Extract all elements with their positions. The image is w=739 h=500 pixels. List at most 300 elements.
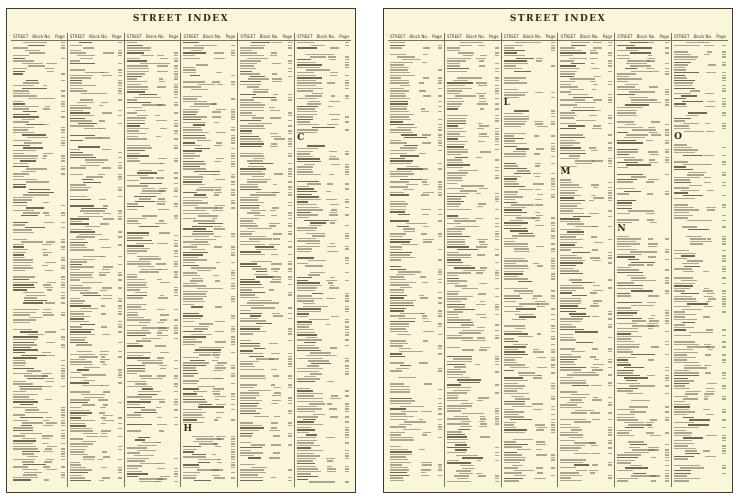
index-entry-block <box>327 471 336 472</box>
index-entry-page <box>722 398 726 399</box>
index-entry <box>139 271 159 272</box>
index-entry <box>70 60 81 61</box>
index-entry-page <box>438 426 442 427</box>
index-entry <box>21 355 46 356</box>
index-entry-block <box>103 213 112 214</box>
index-entry <box>297 416 318 417</box>
index-entry <box>135 110 146 111</box>
index-entry <box>567 374 589 375</box>
index-entry-page <box>61 378 65 379</box>
index-entry <box>447 203 461 204</box>
index-entry-page <box>665 282 669 283</box>
index-entry <box>13 55 29 56</box>
index-entry-block <box>649 71 659 72</box>
index-entry <box>617 414 634 415</box>
index-entry-page <box>231 339 235 340</box>
index-entry-block <box>536 467 543 468</box>
index-entry <box>447 175 466 176</box>
index-entry <box>504 441 517 442</box>
index-entry <box>504 370 515 371</box>
index-entry <box>13 127 34 128</box>
index-entry <box>390 446 401 447</box>
index-entry-page <box>288 292 292 293</box>
index-entry-page <box>608 477 612 478</box>
index-entry-block <box>272 313 280 314</box>
index-entry-page <box>551 278 555 279</box>
index-entry <box>183 373 198 374</box>
index-entry <box>560 153 585 154</box>
index-entry <box>447 98 463 99</box>
index-entry <box>674 152 695 153</box>
column-header-label: STREET <box>13 34 29 39</box>
index-entry <box>560 197 574 198</box>
index-entry <box>447 231 462 232</box>
index-entry-page <box>288 231 292 232</box>
index-entry-page <box>551 372 555 373</box>
index-entry <box>194 328 208 329</box>
index-entry-block <box>420 297 428 298</box>
index-entry-block <box>593 290 603 291</box>
index-entry <box>86 176 103 177</box>
index-entry-page <box>665 478 669 479</box>
index-entry <box>13 140 31 141</box>
index-entry-block <box>46 241 56 242</box>
index-entry <box>624 422 644 423</box>
index-entry <box>686 42 704 43</box>
index-entry <box>626 164 651 165</box>
index-entry <box>127 279 145 280</box>
index-entry <box>447 361 472 362</box>
index-entry <box>13 262 33 263</box>
index-entry <box>183 365 206 366</box>
index-entry <box>70 105 87 106</box>
index-entry <box>127 447 148 448</box>
index-entry-block <box>479 95 484 96</box>
index-entry <box>617 288 643 289</box>
index-entry-block <box>331 395 338 396</box>
index-entry-page <box>608 257 612 258</box>
index-entry <box>560 208 582 209</box>
index-entry <box>240 287 264 288</box>
index-entry <box>390 220 409 221</box>
index-entry <box>447 228 466 229</box>
index-entry-page <box>551 349 555 350</box>
index-entry-page <box>665 406 669 407</box>
index-entry <box>560 305 578 306</box>
index-entry <box>390 80 409 81</box>
index-entry-page <box>61 422 65 423</box>
index-entry <box>183 293 205 294</box>
index-entry <box>127 99 137 100</box>
index-entry <box>80 210 105 211</box>
index-entry <box>629 97 648 98</box>
index-entry-block <box>103 218 114 219</box>
index-entry-page <box>608 150 612 151</box>
index-entry <box>447 462 471 463</box>
index-entry <box>454 309 475 310</box>
index-entry <box>198 462 210 463</box>
index-entry-block <box>43 85 47 86</box>
index-entry-block <box>47 282 57 283</box>
index-entry <box>560 477 571 478</box>
index-entry <box>390 413 406 414</box>
index-entry <box>447 252 460 253</box>
index-entry-block <box>273 375 279 376</box>
index-entry <box>447 82 473 83</box>
index-entry <box>79 234 101 235</box>
index-entry <box>70 342 88 343</box>
index-entry <box>560 369 580 370</box>
index-entry <box>461 403 473 404</box>
index-entry <box>504 168 527 169</box>
index-entry <box>309 225 322 226</box>
index-entry <box>617 213 629 214</box>
index-entry-block <box>216 72 222 73</box>
index-entry-page <box>608 348 612 349</box>
index-entry-page <box>288 45 292 46</box>
index-entry-page <box>438 233 442 234</box>
index-entry-page <box>231 438 235 439</box>
index-entry <box>183 383 197 384</box>
index-entry <box>70 118 85 119</box>
index-entry <box>504 228 527 229</box>
index-entry-block <box>704 344 711 345</box>
index-entry-page <box>722 448 726 449</box>
index-entry-page <box>665 320 669 321</box>
index-entry-block <box>535 220 540 221</box>
index-entry <box>297 166 313 167</box>
index-entry <box>560 440 574 441</box>
index-entry-page <box>551 148 555 149</box>
index-entry-page <box>608 45 612 46</box>
index-entry <box>240 112 252 113</box>
index-entry <box>13 289 27 290</box>
index-entry-page <box>174 196 178 197</box>
index-entry-page <box>345 238 349 239</box>
index-entry-block <box>212 349 221 350</box>
index-entry-block <box>103 456 110 457</box>
index-entry <box>674 192 688 193</box>
index-entry <box>571 63 585 64</box>
index-entry <box>617 388 637 389</box>
index-entry-page <box>174 112 178 113</box>
index-entry-page <box>608 52 612 53</box>
index-entry <box>70 90 87 91</box>
index-entry <box>633 473 646 474</box>
index-entry <box>183 472 200 473</box>
index-entry-block <box>331 209 337 210</box>
index-entry-page <box>722 303 726 304</box>
index-entry-page <box>231 109 235 110</box>
index-entry-page <box>118 300 122 301</box>
index-entry-page <box>722 204 726 205</box>
index-entry <box>13 414 25 415</box>
index-entry <box>504 295 521 296</box>
index-entry-page <box>174 235 178 236</box>
index-entry-page <box>118 115 122 116</box>
index-entry-page <box>174 145 178 146</box>
index-entry <box>70 298 80 299</box>
index-entry-block <box>46 459 53 460</box>
index-entry-block <box>476 314 486 315</box>
index-entry <box>404 421 426 422</box>
index-entry-block <box>213 388 224 389</box>
index-entry-block <box>100 223 109 224</box>
index-entry <box>674 288 689 289</box>
index-entry-page <box>722 465 726 466</box>
index-entry-page <box>231 233 235 234</box>
index-entry-block <box>214 145 222 146</box>
index-entry <box>683 123 699 124</box>
index-entry-page <box>345 85 349 86</box>
index-entry <box>390 416 414 417</box>
index-entry <box>632 129 656 130</box>
index-entry <box>617 157 634 158</box>
index-entry <box>447 120 466 121</box>
index-entry <box>80 292 98 293</box>
index-entry <box>297 316 308 317</box>
index-entry <box>447 306 465 307</box>
index-entry-block <box>272 194 276 195</box>
index-entry-page <box>288 141 292 142</box>
index-entry <box>617 219 639 220</box>
index-entry <box>560 128 576 129</box>
index-entry-page <box>608 382 612 383</box>
index-column-header <box>445 33 501 41</box>
index-entry <box>617 202 632 203</box>
index-entry-block <box>647 375 655 376</box>
index-entry <box>70 454 88 455</box>
index-entry <box>674 404 690 405</box>
index-entry <box>400 365 411 366</box>
index-entry-page <box>288 186 292 187</box>
index-entry <box>447 236 470 237</box>
index-entry <box>183 313 199 314</box>
index-entry <box>297 381 315 382</box>
index-entry <box>127 430 141 431</box>
index-entry <box>504 472 522 473</box>
index-entry-page <box>61 443 65 444</box>
index-entry <box>127 396 152 397</box>
index-entry <box>574 464 589 465</box>
index-entry-block <box>215 179 224 180</box>
index-entry <box>573 97 592 98</box>
index-entry-block <box>590 282 595 283</box>
index-entry <box>674 67 685 68</box>
index-entry-page <box>551 113 555 114</box>
index-entry <box>560 382 586 383</box>
index-entry-block <box>592 369 603 370</box>
index-entry <box>674 64 688 65</box>
index-entry <box>297 111 316 112</box>
index-entry-block <box>42 312 52 313</box>
index-entry-page <box>345 329 349 330</box>
index-entry-page <box>722 112 726 113</box>
index-entry <box>560 356 581 357</box>
index-entry <box>504 238 517 239</box>
index-entry <box>504 65 517 66</box>
index-entry <box>127 312 138 313</box>
index-entry <box>70 428 92 429</box>
index-entry <box>617 272 643 273</box>
index-entry-block <box>423 432 432 433</box>
index-entry-page <box>495 478 499 479</box>
index-entry-page <box>722 215 726 216</box>
index-entry <box>390 171 412 172</box>
index-entry <box>504 273 524 274</box>
index-entry-page <box>118 472 122 473</box>
index-entry <box>390 326 409 327</box>
index-entry-page <box>61 103 65 104</box>
index-entry <box>447 149 468 150</box>
index-entry-block <box>647 302 656 303</box>
index-entry-page <box>608 427 612 428</box>
index-entry-page <box>722 266 726 267</box>
index-entry-block <box>214 58 225 59</box>
index-entry-page <box>61 140 65 141</box>
index-entry-block <box>419 362 427 363</box>
index-entry-page <box>174 276 178 277</box>
index-entry <box>454 220 476 221</box>
index-entry-block <box>330 212 337 213</box>
index-entry-block <box>157 357 164 358</box>
index-entry <box>199 347 224 348</box>
index-entry <box>400 147 417 148</box>
index-entry <box>142 362 156 363</box>
index-entry <box>297 75 316 76</box>
index-entry-block <box>102 364 107 365</box>
index-entry-block <box>159 401 164 402</box>
index-entry-page <box>608 404 612 405</box>
index-entry <box>247 58 268 59</box>
index-entry-block <box>705 93 714 94</box>
column-header-label: Page <box>111 34 122 39</box>
index-entry-page <box>722 243 726 244</box>
index-entry-block <box>327 251 338 252</box>
index-entry <box>504 133 526 134</box>
index-entry <box>402 59 422 60</box>
index-entry-page <box>438 370 442 371</box>
index-entry-page <box>551 92 555 93</box>
index-entry <box>396 274 415 275</box>
index-entry-block <box>535 165 540 166</box>
index-entry-page <box>345 45 349 46</box>
index-entry-page <box>551 351 555 352</box>
index-entry-page <box>231 55 235 56</box>
index-entry <box>134 196 156 197</box>
column-header-label: STREET <box>297 34 313 39</box>
index-entry-page <box>608 324 612 325</box>
index-entry <box>139 226 159 227</box>
index-entry-page <box>231 114 235 115</box>
index-entry-page <box>608 134 612 135</box>
index-entry-page <box>231 148 235 149</box>
index-entry-page <box>61 101 65 102</box>
index-entry-block <box>478 45 485 46</box>
index-entry <box>447 206 459 207</box>
index-entry <box>29 52 45 53</box>
index-entry-page <box>608 374 612 375</box>
index-entry-page <box>345 169 349 170</box>
index-entry-block <box>42 435 53 436</box>
index-entry-page <box>665 102 669 103</box>
index-entry <box>13 347 31 348</box>
index-entry-page <box>288 331 292 332</box>
index-entry-page <box>665 377 669 378</box>
index-entry <box>13 114 30 115</box>
index-entry-block <box>157 104 164 105</box>
index-entry <box>510 230 528 231</box>
column-header-label: Page <box>488 34 499 39</box>
index-entry <box>191 244 210 245</box>
index-entry <box>83 433 98 434</box>
index-entry-page <box>288 361 292 362</box>
index-entry <box>240 384 257 385</box>
index-entry <box>240 236 266 237</box>
index-entry <box>183 304 194 305</box>
index-entry-page <box>722 75 726 76</box>
index-entry-page <box>438 192 442 193</box>
index-entry <box>617 241 635 242</box>
index-entry <box>183 72 196 73</box>
index-entry <box>453 358 472 359</box>
index-entry-page <box>345 56 349 57</box>
index-entry-page <box>495 68 499 69</box>
index-entry-page <box>288 261 292 262</box>
index-entry <box>510 220 523 221</box>
index-entry-block <box>45 181 49 182</box>
index-entry <box>390 289 404 290</box>
index-entry <box>70 337 87 338</box>
index-entry-page <box>345 481 349 482</box>
index-entry <box>504 212 527 213</box>
index-entry <box>504 432 525 433</box>
index-entry <box>390 119 411 120</box>
index-entry <box>139 322 150 323</box>
index-entry <box>240 361 259 362</box>
index-entry-block <box>46 63 57 64</box>
index-entry-block <box>327 466 332 467</box>
index-entry <box>674 385 685 386</box>
index-entry <box>183 111 197 112</box>
index-entry-block <box>706 164 712 165</box>
index-entry-page <box>665 159 669 160</box>
index-entry <box>70 420 95 421</box>
index-entry-block <box>214 236 221 237</box>
index-entry <box>240 318 257 319</box>
index-entry <box>183 254 203 255</box>
index-entry-block <box>480 151 491 152</box>
index-entry-block <box>102 477 111 478</box>
page-gutter <box>356 0 383 500</box>
index-entry-block <box>212 454 216 455</box>
index-entry-page <box>665 73 669 74</box>
index-entry <box>504 222 529 223</box>
index-entry <box>684 367 708 368</box>
index-entry <box>23 111 36 112</box>
index-entry-page <box>61 73 65 74</box>
index-entry <box>82 282 101 283</box>
index-entry <box>255 246 275 247</box>
index-entry-page <box>288 233 292 234</box>
index-entry <box>127 91 145 92</box>
index-entry <box>390 398 412 399</box>
index-entry-block <box>703 316 710 317</box>
index-entry-block <box>271 427 278 428</box>
index-entry-page <box>61 336 65 337</box>
index-entry <box>617 315 632 316</box>
index-entry <box>617 383 639 384</box>
